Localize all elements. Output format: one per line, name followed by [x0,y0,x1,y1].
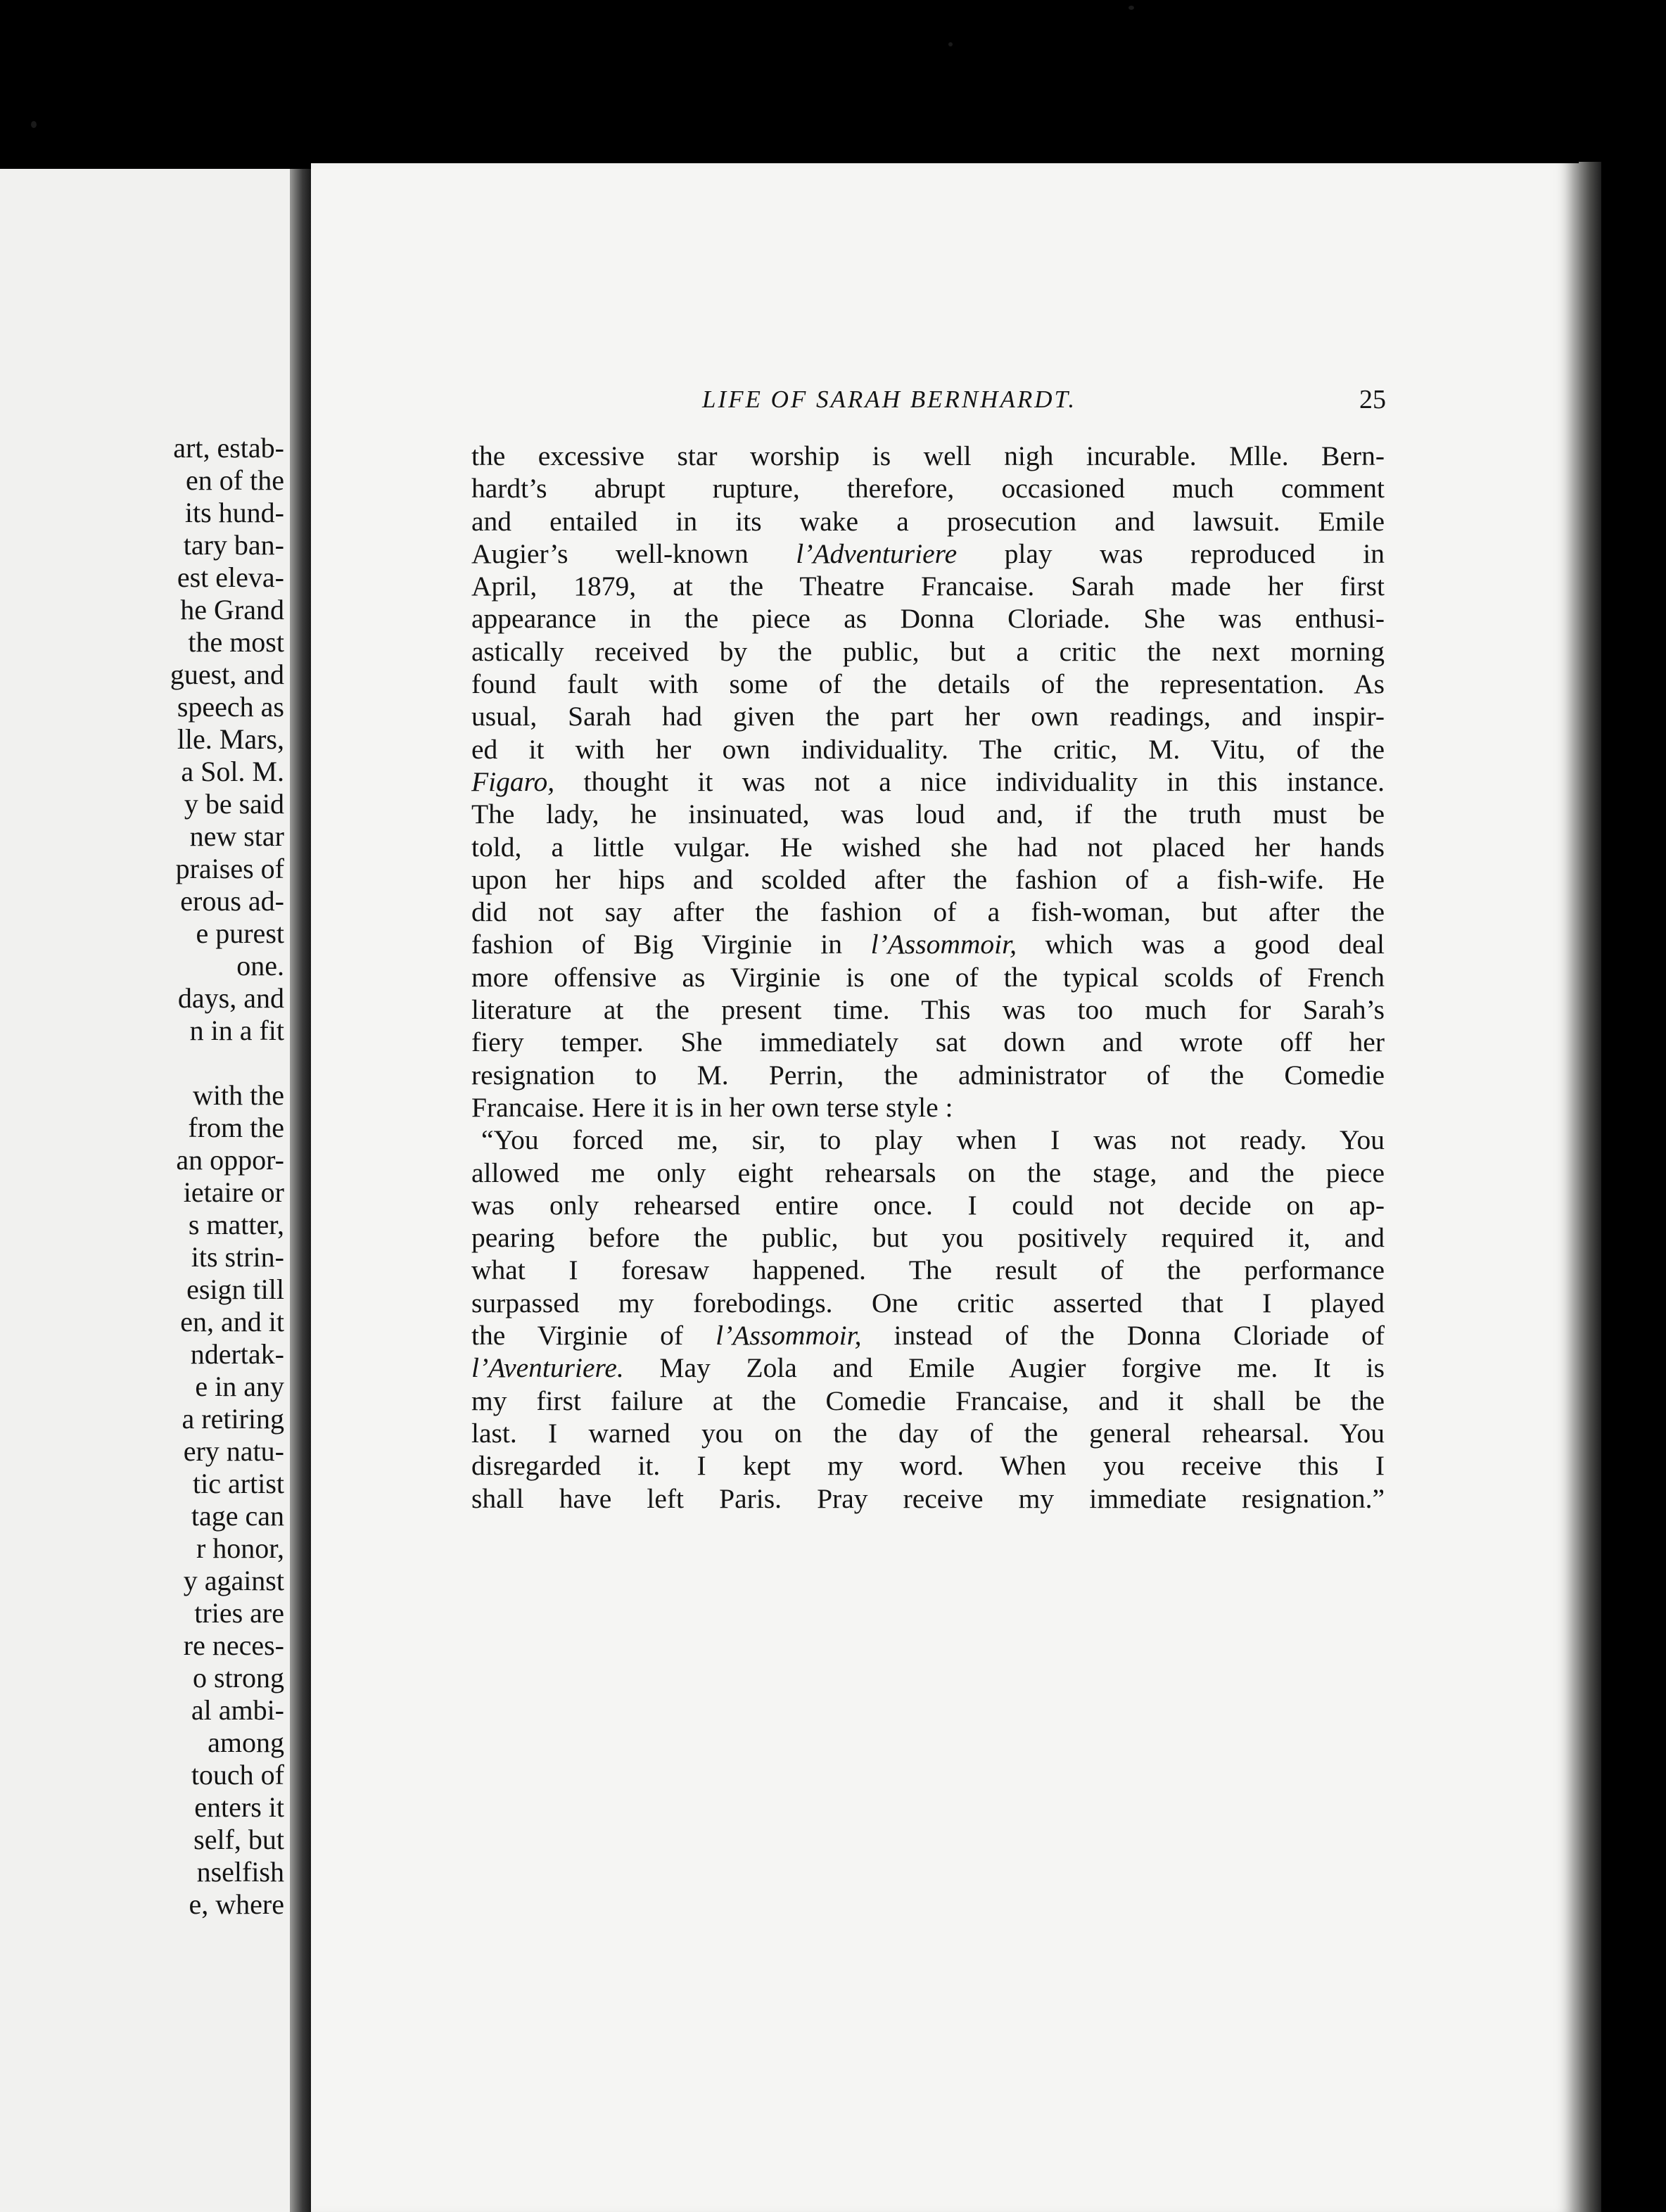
text-line: my first failure at the Comedie Francaise, and it shall be the [471,1385,1385,1416]
left-text-line: erous ad- [180,885,284,917]
left-text-line: e purest [196,917,284,949]
left-text-line: a Sol. M. [181,756,284,787]
left-text-line [170,1047,284,1079]
text-segment: instead of the Donna Cloriade of [861,1320,1385,1352]
left-text-line: self, but [193,1824,284,1855]
text-segment: thought it was not a nice individuality in this instance. [554,765,1385,797]
left-text-line: y be said [184,788,284,820]
book-gutter [290,169,311,2212]
text-line: did not say after the fashion of a fish-woman, but after the [471,896,1385,928]
left-text-line: e in any [195,1371,284,1402]
text-line: what I foresaw happened. The result of the performance [471,1254,1385,1286]
text-line: hardt’s abrupt rupture, therefore, occasioned much comment [471,473,1385,504]
text-segment: the Virginie of [471,1320,716,1352]
text-line: fiery temper. She immediately sat down and wrote off her [471,1026,1385,1058]
left-text-line: ery natu- [183,1435,284,1467]
left-text-line: with the [193,1079,284,1111]
text-line: allowed me only eight rehearsals on the stage, and the piece [471,1157,1385,1188]
left-text-line: the most [188,626,284,658]
text-line: pearing before the public, but you positively required it, and [471,1222,1385,1254]
text-line: April, 1879, at the Theatre Francaise. Sarah made her first [471,571,1385,602]
left-text-line: esign till [186,1273,284,1305]
text-segment: play was reproduced in [957,538,1385,569]
left-text-line: guest, and [170,659,284,690]
left-text-line: est eleva- [177,561,284,593]
left-text-line: en, and it [180,1306,284,1337]
left-text-line: he Grand [180,594,284,625]
left-text-line: tries are [194,1597,284,1629]
left-text-line: en of the [186,464,284,496]
text-line: Francaise. Here it is in her own terse style : [471,1091,953,1123]
left-text-line: y against [183,1565,284,1596]
left-text-line: r honor, [196,1532,284,1564]
text-line [471,928,1385,960]
italic-title: l’Aventuriere. [471,1352,624,1384]
left-text-line: al ambi- [191,1694,284,1726]
left-text-line: nselfish [196,1856,284,1888]
left-text-line: among [208,1727,284,1758]
text-line: told, a little vulgar. He wished she had not placed her hands [471,831,1385,863]
text-line: The lady, he insinuated, was loud and, if the truth must be [471,799,1385,830]
left-text-line: re neces- [183,1629,284,1661]
left-page [0,169,304,2212]
text-line: surpassed my forebodings. One critic asserted that I played [471,1287,1385,1318]
text-line: shall have left Paris. Pray receive my immediate resignation.” [471,1482,1385,1514]
left-text-line: tage can [191,1500,284,1532]
left-text-line: its hund- [184,497,284,528]
text-segment: May Zola and Emile Augier forgive me. It is [623,1352,1385,1384]
text-line: more offensive as Virginie is one of the typical scolds of French [471,961,1385,993]
left-text-line: from the [188,1112,284,1143]
left-text-line: its strin- [191,1241,284,1273]
left-text-line: days, and [177,982,284,1014]
text-segment: which was a good deal [1016,929,1385,960]
text-line: appearance in the piece as Donna Cloriade. She was enthusi- [471,603,1385,635]
ink-speck [1128,6,1134,10]
left-text-line: one. [236,950,284,981]
left-text-line: n in a fit [189,1015,284,1046]
text-line: astically received by the public, but a critic the next morning [471,635,1385,667]
italic-title: l’Assommoir, [870,929,1017,960]
left-text-line: speech as [177,691,284,723]
text-line [471,765,1385,798]
text-line: literature at the present time. This was too much for Sarah’s [471,994,1385,1026]
text-line: “You forced me, sir, to play when I was not ready. You [481,1124,1385,1156]
text-line: usual, Sarah had given the part her own readings, and inspir- [471,701,1385,732]
left-text-line: touch of [191,1759,284,1791]
ink-speck [948,42,953,46]
text-segment: Augier’s well-known [471,538,796,569]
text-line: the excessive star worship is well nigh incurable. Mlle. Bern- [471,440,1385,471]
left-text-line: ietaire or [183,1176,284,1208]
italic-title: l’Assommoir, [716,1320,862,1352]
text-line [471,538,1385,570]
body-text [471,440,1385,1515]
page-number: 25 [1359,385,1386,414]
text-line: was only rehearsed entire once. I could not decide on ap- [471,1189,1385,1221]
left-text-line: o strong [193,1662,284,1693]
italic-title: l’Adventuriere [796,538,958,569]
left-text-line: enters it [194,1791,284,1823]
left-text-line: praises of [175,853,284,884]
ink-speck [31,121,37,128]
left-text-line: lle. Mars, [177,723,284,755]
left-text-line: a retiring [182,1403,284,1435]
left-text-line: an oppor- [176,1144,284,1176]
text-line: disregarded it. I kept my word. When you receive this I [471,1450,1385,1482]
italic-title: Figaro, [471,765,555,797]
text-line: ed it with her own individuality. The critic, M. Vitu, of the [471,733,1385,765]
text-line: last. I warned you on the day of the general rehearsal. You [471,1417,1385,1449]
text-line: resignation to M. Perrin, the administrator of the Comedie [471,1059,1385,1091]
left-text-line: ndertak- [190,1338,284,1370]
left-text-line: tary ban- [183,529,284,561]
left-page-text [170,432,284,1921]
text-line: upon her hips and scolded after the fashion of a fish-wife. He [471,863,1385,895]
text-line: found fault with some of the details of the representation. As [471,668,1385,700]
left-text-line: s matter, [188,1209,284,1240]
text-line: and entailed in its wake a prosecution and lawsuit. Emile [471,505,1385,537]
left-text-line: new star [189,820,284,852]
text-line [471,1319,1385,1352]
page-edge [1579,162,1601,2212]
running-head: LIFE OF SARAH BERNHARDT. [702,386,1077,413]
text-line [471,1352,1385,1384]
left-text-line: art, estab- [173,432,284,464]
text-segment: fashion of Big Virginie in [471,929,871,960]
left-text-line: tic artist [193,1468,284,1499]
left-text-line: e, where [189,1888,284,1920]
